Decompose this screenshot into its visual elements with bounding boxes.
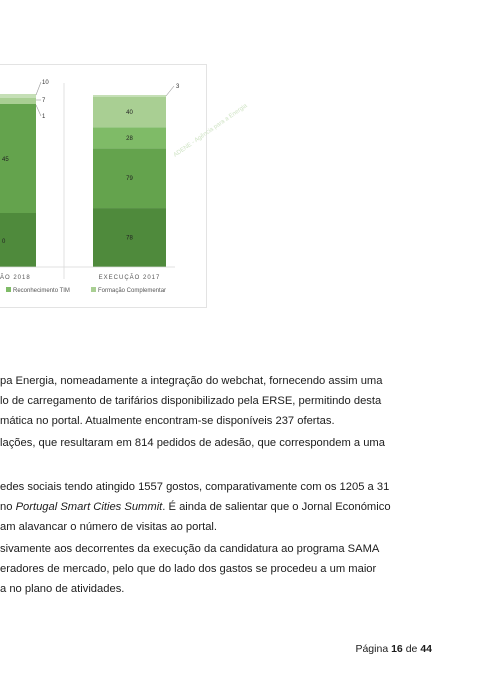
data-label: 78 (126, 235, 133, 242)
data-label: 40 (126, 110, 133, 117)
callout-line (166, 86, 174, 96)
legend-label: Formação Complementar (98, 288, 167, 294)
paragraph-line: am alavancar o número de visitas ao portal. (0, 521, 218, 533)
callout-label: 10 (42, 80, 49, 86)
event-name: Portugal Smart Cities Summit (15, 501, 163, 513)
paragraph-line: sivamente aos decorrentes da execução da candidatura ao programa SAMA (0, 543, 380, 555)
bar-segment (0, 94, 36, 98)
bar-segment (93, 95, 166, 97)
stacked-bar-chart (0, 65, 249, 307)
data-label: 79 (126, 176, 133, 183)
page-label: Página (355, 643, 389, 655)
category-label: EXECUÇÃO 2017 (98, 275, 161, 281)
category-label: ÃO 2018 (0, 275, 31, 281)
paragraph-line: a no plano de atividades. (0, 583, 125, 595)
paragraph-line: mática no portal. Atualmente encontram-se disponíveis 237 ofertas. (0, 415, 335, 427)
bar-segment (0, 98, 36, 104)
bar-segment (0, 213, 36, 267)
data-label: 0 (2, 239, 6, 245)
legend-label: Reconhecimento TIM (13, 288, 70, 294)
line-text: . É ainda de salientar que o Jornal Económico (162, 501, 391, 513)
callout-line (36, 105, 41, 116)
callout-label: 7 (42, 98, 46, 104)
paragraph-line (0, 500, 480, 514)
legend-swatch (6, 287, 11, 292)
watermark: ADENE - Agência para a Energia (172, 103, 249, 159)
page-number: 16 (391, 643, 403, 655)
chart-image (0, 64, 249, 308)
paragraph-line: edes sociais tendo atingido 1557 gostos, comparativamente com os 1205 a 31 (0, 481, 390, 493)
page-of: de (405, 643, 418, 655)
callout-label: 1 (42, 114, 46, 120)
page-footer (355, 643, 432, 655)
data-label: 45 (2, 157, 9, 163)
page-total: 44 (420, 643, 432, 655)
callout-line (36, 82, 41, 95)
paragraph-line: lações, que resultaram em 814 pedidos de adesão, que correspondem a uma (0, 437, 385, 449)
paragraph-line: eradores de mercado, pelo que do lado dos gastos se procedeu a um maior (0, 563, 377, 575)
legend-swatch (91, 287, 96, 292)
callout-label: 3 (176, 84, 180, 90)
line-text: no (0, 501, 16, 513)
paragraph-line: pa Energia, nomeadamente a integração do webchat, fornecendo assim uma (0, 375, 383, 387)
data-label: 28 (126, 135, 133, 142)
paragraph-line: lo de carregamento de tarifários disponibilizado pela ERSE, permitindo desta (0, 395, 382, 407)
